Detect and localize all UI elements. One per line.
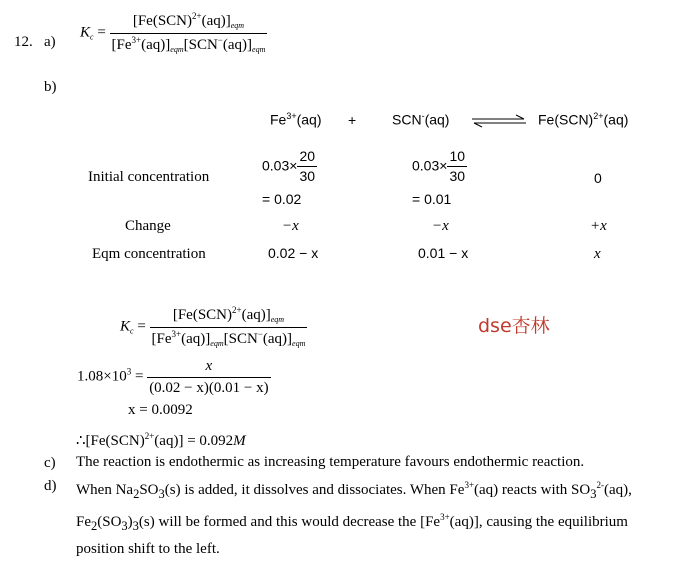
- eqm-scn: 0.01 − x: [418, 245, 469, 261]
- kc-value-equation: $1.08\times 10^3$ = $\frac{x}{(0.02 - x)(0.01 - x)}$: [77, 358, 269, 396]
- eqm-product: x: [594, 246, 601, 262]
- initial-fe: 0.03× $\frac{20}{30}$: [262, 148, 316, 185]
- row-initial-label: Initial concentration: [88, 169, 210, 185]
- kc-numerator: $[Fe(SCN)^{2+}(aq)]_{eqm}$: [132, 11, 245, 30]
- part-d-label: d): [44, 478, 57, 494]
- row-change-label: Change: [125, 218, 171, 234]
- initial-scn: 0.03× $\frac{10}{30}$: [412, 148, 466, 185]
- eqm-fe: 0.02 − x: [268, 245, 319, 261]
- part-b-label: b): [44, 79, 57, 95]
- x-result: x = 0.0092: [128, 402, 193, 418]
- question-number: 12.: [14, 34, 33, 50]
- change-product: +x: [590, 218, 607, 234]
- kc-expression: $K_c$ = $\frac{[Fe(SCN)^{2+}(aq)]_{eqm}}{[Fe^{3+}(aq)]_{eqm}[SCN^-(aq)]_{eqm}}$: [80, 11, 266, 54]
- plus-sign: +: [348, 112, 357, 128]
- kc-denominator: $[Fe^{3+}(aq)]_{eqm}[SCN^-(aq)]_{eqm}$: [111, 34, 266, 54]
- initial-fe-result: = 0.02: [262, 191, 302, 207]
- change-scn: −x: [432, 218, 449, 234]
- kc-fraction: [110, 12, 268, 55]
- reactant-fe: $Fe^{3+}(aq)$: [270, 111, 322, 128]
- equilibrium-arrow-icon: [470, 114, 528, 128]
- kc-symbol: K: [80, 24, 91, 41]
- part-c-label: c): [44, 455, 56, 471]
- final-concentration: ∴[Fe(SCN)$^{2+}$(aq)] = 0.092M: [76, 431, 246, 449]
- initial-product: 0: [594, 170, 602, 186]
- product-fescn: Fe(SCN)$^{2+}$(aq): [538, 111, 629, 128]
- answer-c: The reaction is endothermic as increasing temperature favours endothermic reaction.: [76, 454, 585, 470]
- change-fe: −x: [282, 218, 299, 234]
- reactant-scn: SCN-(aq): [392, 111, 450, 128]
- answer-d: When $Na_2SO_3(s)$ is added, it dissolves and dissociates. When $Fe^{3+}(aq)$ reacts with $SO_3^{2-}(aq)$, $Fe_2(SO_3)_3(s)$ will be formed and this would decrease the $[Fe^{3+}(aq)]$, causing the equilibrium position shift to the left.: [76, 480, 632, 557]
- kc-expression-2: $K_c$ = $\frac{[Fe(SCN)^{2+}(aq)]_{eqm}}{[Fe^{3+}(aq)]_{eqm}[SCN^-(aq)]_{eqm}}$: [120, 305, 306, 348]
- row-eqm-label: Eqm concentration: [92, 246, 206, 262]
- part-a-label: a): [44, 34, 56, 50]
- watermark: dse杏林: [478, 315, 550, 337]
- initial-scn-result: = 0.01: [412, 191, 452, 207]
